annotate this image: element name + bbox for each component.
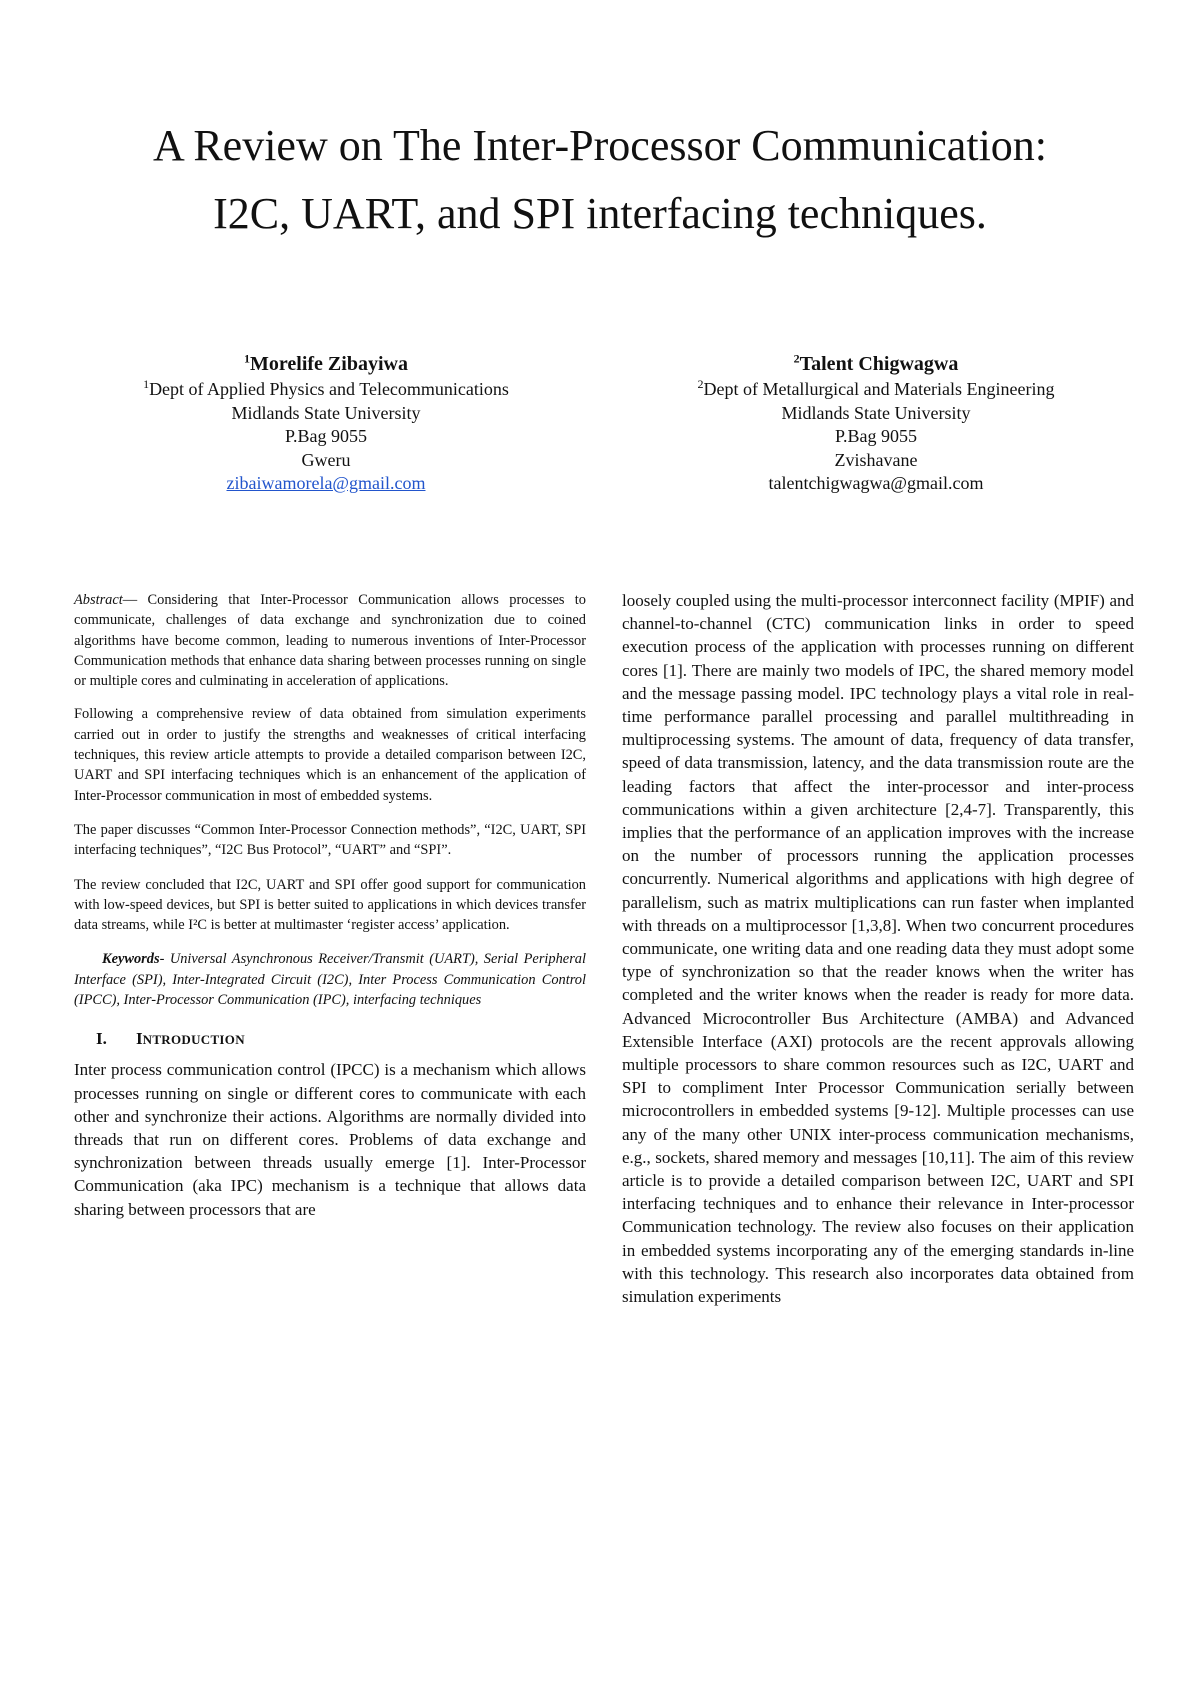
right-column-paragraph: loosely coupled using the multi-processor interconnect facility (MPIF) and channel-to-channel (CTC) communication links in order to speed execution process of the application with processes running on different cores [1]. There are mainly two models of IPC, the shared memory model and the message passing model. IPC technology plays a vital role in real-time performance parallel processing and parallel multithreading in multiprocessing systems. The amount of data, frequency of data transfer, speed of data transmission, latency, and the data transmission route are the leading factors that affect the inter-processor and inter-process communications within a given architecture [2,4-7]. Transparently, this implies that the performance of an application improves with the increase on the number of processors running the application processes concurrently. Numerical algorithms and applications with high degree of parallelism, such as matrix multiplications can run faster when implanted with threads on a multiprocessor [1,3,8]. When two concurrent procedures communicate, one writing data and one reading data they must adopt some type of synchronization so that the reader knows when the writer has completed and the writer knows when the reader is ready for more data. Advanced Microcontroller Bus Architecture (AMBA) and Advanced Extensible Interface (AXI) protocols are the recent approvals allowing multiple processors to share common resources such as I2C, UART and SPI to compliment Inter Processor Communication serially between microcontrollers in embedded systems [9-12]. Multiple processes can use any of the many other UNIX inter-process communication mechanisms, e.g., sockets, shared memory and messages [10,11]. The aim of this review article is to provide a detailed comparison between I2C, UART and SPI interfacing techniques and to enhance their relevance in Inter-processor Communication technology. The review also focuses on their application in embedded systems incorporating any of the emerging standards in-line with this technology. This research also incorporates data obtained from simulation experiments xyxy=(622,591,1134,1307)
abstract-paragraph-1: Abstract— Considering that Inter-Processor Communication allows processes to communicate, challenges of data exchange and synchronization due to coined algorithms have become common, leading to numerous inventions of Inter-Processor Communication methods that enhance data sharing between processes running on single or multiple cores and culminating in acceleration of applications. xyxy=(74,592,587,690)
paper-title xyxy=(60,112,1140,248)
abstract xyxy=(74,590,586,935)
author-name: $^1$Morelife Zibayiwa xyxy=(244,351,408,375)
author-address: P.Bag 9055 xyxy=(834,426,917,446)
author-email: talentchigwagwa@gmail.com xyxy=(768,473,984,493)
section-heading-introduction: I. INTRODUCTION xyxy=(96,1029,245,1049)
author-email-link[interactable]: zibaiwamorela@gmail.com xyxy=(226,473,426,493)
abstract-paragraph-2: Following a comprehensive review of data obtained from simulation experiments carried out in order to justify the strengths and weaknesses of critical interfacing techniques, this review article attempts to provide a detailed comparison between I2C, UART and SPI interfacing techniques which is an enhancement of the application of Inter-Processor communication in most of embedded systems. xyxy=(74,706,586,804)
keywords-label: Keywords xyxy=(102,951,160,968)
author-address: P.Bag 9055 xyxy=(284,426,367,446)
abstract-label: Abstract xyxy=(74,592,123,608)
abstract-paragraph-4: The review concluded that I2C, UART and SPI offer good support for communication with low-speed devices, but SPI is better suited to applications in which devices transfer data streams, while I²C is better at multimaster ‘register access’ application. xyxy=(74,876,586,934)
left-column xyxy=(74,590,586,1221)
title-line-2: I2C, UART, and SPI interfacing techniques. xyxy=(213,189,987,238)
title-line-1: A Review on The Inter-Processor Communication: xyxy=(152,121,1048,170)
author-block-2 xyxy=(636,350,1116,496)
keywords: Keywords- Universal Asynchronous Receiver/Transmit (UART), Serial Peripheral Interface (SPI), Inter-Integrated Circuit (I2C), Inter Process Communication Control (IPCC), Inter-Processor Communication (IPC), interfacing techniques xyxy=(74,951,586,1009)
author-university: Midlands State University xyxy=(781,402,971,423)
author-department: $^1$Dept of Applied Physics and Telecommunications xyxy=(143,377,509,399)
section-number: I. xyxy=(96,1029,107,1049)
introduction-paragraph: Inter process communication control (IPCC) is a mechanism which allows processes running on single or different cores to communicate with each other and synchronize their actions. Algorithms are normally divided into threads that run on different cores. Problems of data exchange and synchronization between threads usually emerge [1]. Inter-Processor Communication (aka IPC) mechanism is a technique that allows data sharing between processors that are xyxy=(74,1060,586,1219)
author-city: Zvishavane xyxy=(834,449,918,470)
right-column xyxy=(622,589,1134,1308)
author-university: Midlands State University xyxy=(231,402,421,423)
author-block-1 xyxy=(86,350,566,496)
author-department: $^2$Dept of Metallurgical and Materials Engineering xyxy=(697,377,1055,399)
abstract-paragraph-3: The paper discusses “Common Inter-Processor Connection methods”, “I2C, UART, SPI interfacing techniques”, “I2C Bus Protocol”, “UART” and “SPI”. xyxy=(74,821,586,859)
author-name: $^2$Talent Chigwagwa xyxy=(793,351,959,375)
author-city: Gweru xyxy=(301,449,351,470)
